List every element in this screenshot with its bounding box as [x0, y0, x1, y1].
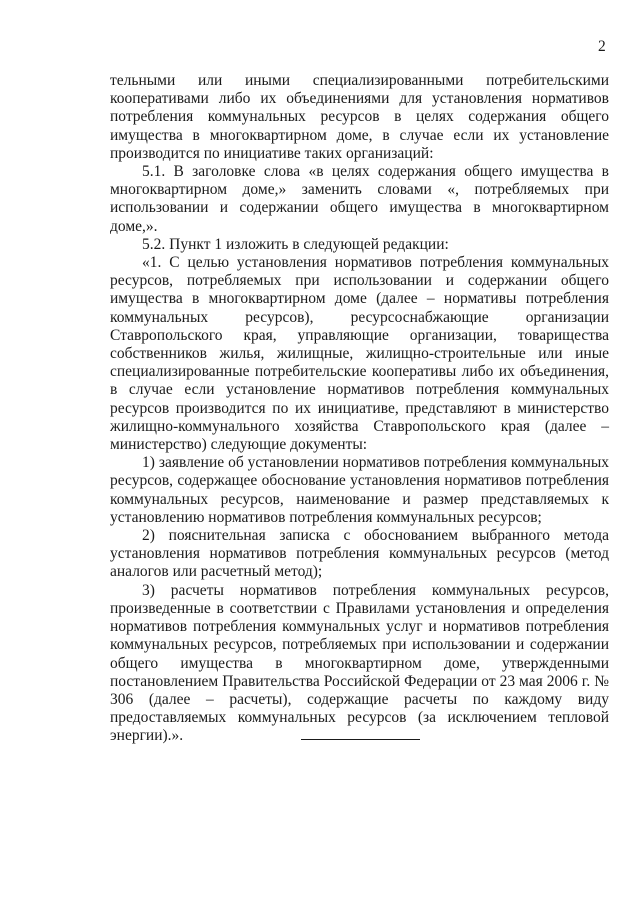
closing-divider-line [301, 739, 420, 740]
paragraph-continuation: тельными или иными специализированными потребительскими кооперативами либо их объединениями для установления нормативов потребления коммунальных ресурсов в целях содержания общего имущества в многоквартирном доме, в случае если их установление производится по инициативе таких организаций: [110, 72, 609, 162]
paragraph-5-1: 5.1. В заголовке слова «в целях содержания общего имущества в многоквартирном доме,» заменить словами «, потребляемых при использовании и содержании общего имущества в многоквартирном доме,». [110, 163, 609, 235]
list-item-3: 3) расчеты нормативов потребления коммунальных ресурсов, произведенные в соответствии с Правилами установления и определения нормативов потребления коммунальных услуг и нормативов потребления коммунальных ресурсов, потребляемых при использовании и содержании общего имущества в многоквартирном доме, утвержденными постановлением Правительства Российской Федерации от 23 мая 2006 г. № 306 (далее – расчеты), содержащие расчеты по каждому виду предоставляемых коммунальных ресурсов (за исключением тепловой энергии).». [110, 581, 609, 745]
page-number: 2 [598, 38, 606, 55]
list-item-2: 2) пояснительная записка с обоснованием выбранного метода установления нормативов потребления коммунальных ресурсов (метод аналогов или расчетный метод); [110, 527, 609, 581]
paragraph-clause-1: «1. С целью установления нормативов потребления коммунальных ресурсов, потребляемых при использовании и содержании общего имущества в многоквартирном доме (далее – нормативы потребления коммунальных ресурсов), ресурсоснабжающие организации Ставропольского края, управляющие организации, товарищества собственников жилья, жилищные, жилищно-строительные или иные специализированные потребительские кооперативы либо их объединения, в случае если установление нормативов потребления коммунальных ресурсов производится по их инициативе, представляют в министерство жилищно-коммунального хозяйства Ставропольского края (далее – министерство) следующие документы: [110, 254, 609, 454]
document-body [110, 72, 609, 746]
list-item-1: 1) заявление об установлении нормативов потребления коммунальных ресурсов, содержащее обоснование установления нормативов потребления коммунальных ресурсов, наименование и размер представляемых к установлению нормативов потребления коммунальных ресурсов; [110, 454, 609, 526]
paragraph-5-2: 5.2. Пункт 1 изложить в следующей редакции: [142, 235, 449, 253]
